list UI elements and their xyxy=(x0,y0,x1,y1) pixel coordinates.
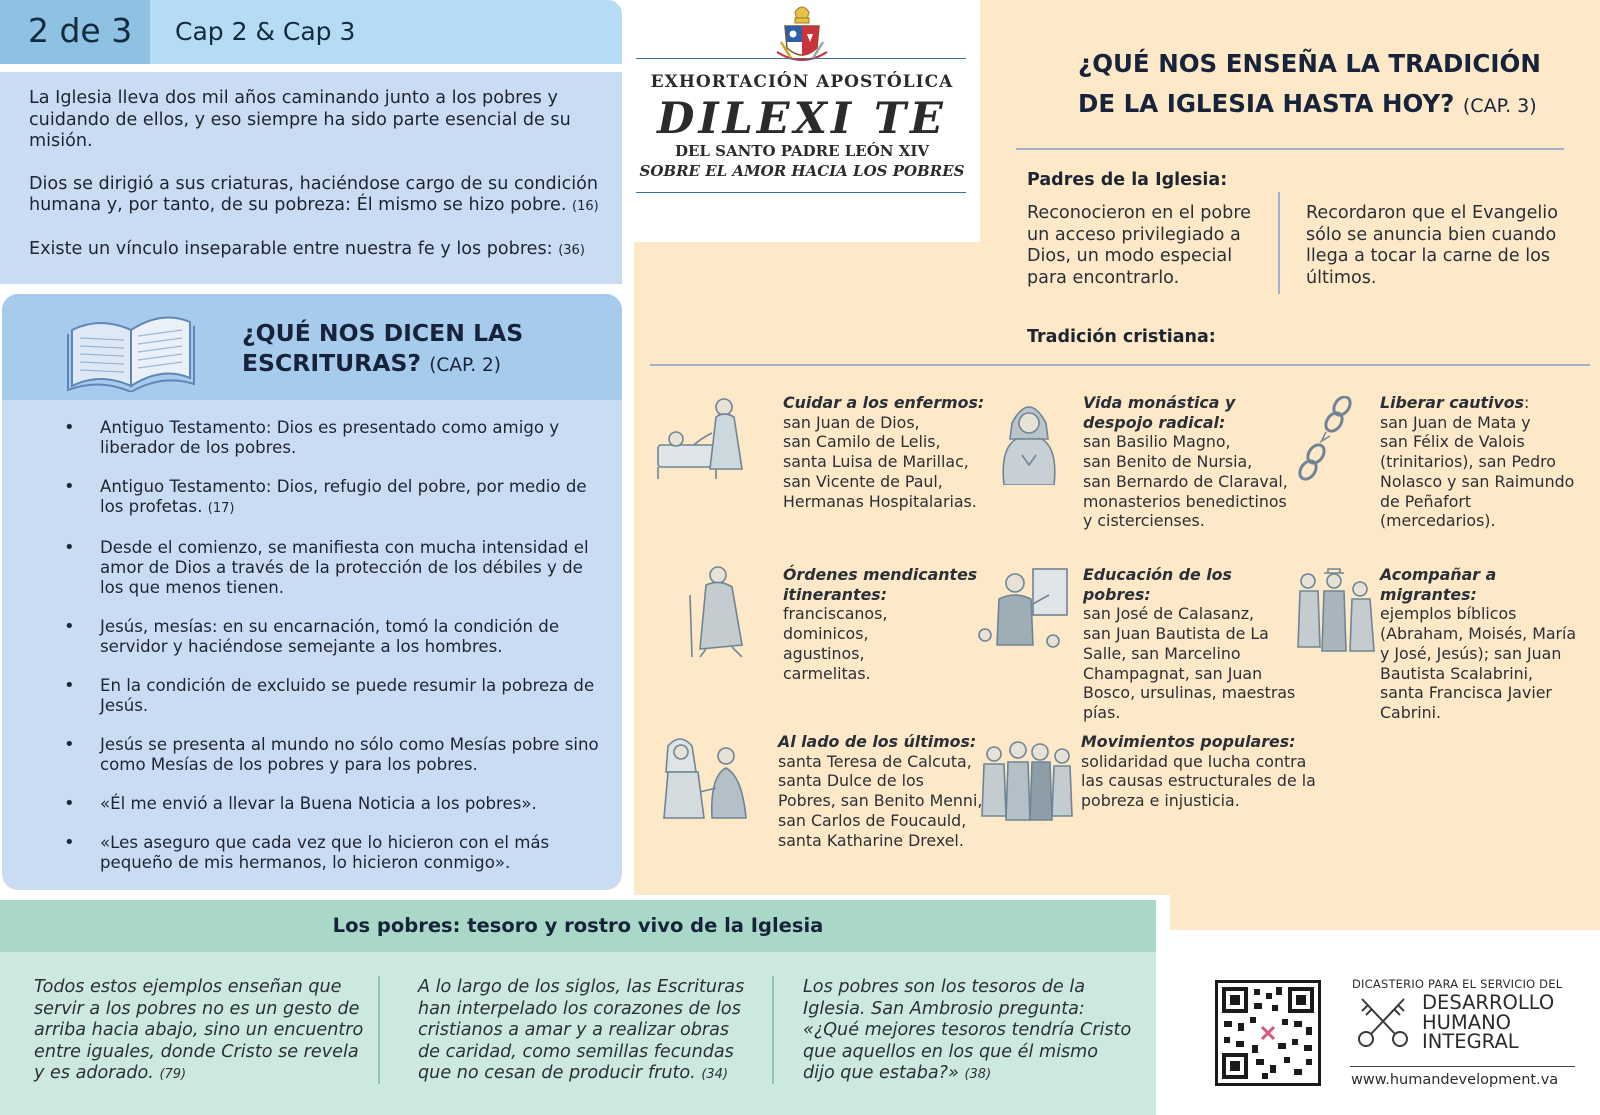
treasure-text-3: Los pobres son los tesoros de la Iglesia. San Ambrosio pregunta: «¿Qué mejores tesoros tendría Cristo que aquellos en los que él mismo dijo que estaba?» (38) xyxy=(803,977,1132,1083)
divider xyxy=(1350,1066,1575,1067)
qr-code-icon[interactable] xyxy=(1215,980,1321,1086)
list-item: • Jesús, mesías: en su encarnación, tomó la condición de servidor y haciéndose semejante a los hombres. xyxy=(64,617,604,657)
divider xyxy=(1016,148,1564,150)
broken-chain-illustration xyxy=(1290,396,1360,492)
example-migrants: Acompañar a migrantes: ejemplos bíblicos (Abraham, Moisés, María y José, Jesús); san Juan Bautista Scalabrini, santa Francisca Javier Cabrini. xyxy=(1380,565,1577,722)
scriptures-list xyxy=(64,418,604,890)
crossed-keys-icon xyxy=(1354,993,1412,1051)
friar-walking-illustration xyxy=(670,565,764,657)
document-title: DILEXI TE xyxy=(657,94,947,144)
chapter-ref: (CAP. 2) xyxy=(429,355,502,376)
website-link[interactable]: www.humandevelopment.va xyxy=(1351,1072,1559,1088)
scriptures-title: ¿QUÉ NOS DICEN LAS ESCRITURAS? (CAP. 2) xyxy=(242,319,524,377)
treasure-text-2: A lo largo de los siglos, las Escrituras han interpelado los corazones de los cristianos a amar y a realizar obras de caridad, como semillas fecundas que no cesan de producir fruto. (34) xyxy=(418,977,745,1083)
scriptures-panel xyxy=(2,294,622,890)
helping-poor-illustration xyxy=(660,732,754,824)
intro-paragraph-1: La Iglesia lleva dos mil años caminando junto a los pobres y cuidando de ellos, y eso siempre ha sido parte esencial de su misión. xyxy=(29,88,571,151)
monk-illustration xyxy=(982,393,1076,485)
list-item: • Antiguo Testamento: Dios, refugio del pobre, por medio de los profetas. (17) xyxy=(64,477,604,519)
document-author: DEL SANTO PADRE LEÓN XIV xyxy=(674,142,930,160)
treasure-text-1: Todos estos ejemplos enseñan que servir a los pobres no es un gesto de arriba hacia abajo, sino un encuentro entre iguales, donde Cristo se revela y es adorado. (79) xyxy=(34,977,364,1083)
document-subtitle: EXHORTACIÓN APOSTÓLICA xyxy=(650,72,954,92)
reference: (16) xyxy=(572,199,599,214)
example-education: Educación de los pobres: san José de Calasanz, san Juan Bautista de La Salle, san Marcelino Champagnat, san Juan Bosco, ursulinas, maestras pías. xyxy=(1083,565,1296,722)
intro-paragraph-3: Existe un vínculo inseparable entre nuestra fe y los pobres: (36) xyxy=(29,238,585,259)
list-item: • En la condición de excluido se puede resumir la pobreza de Jesús. xyxy=(64,676,604,716)
list-item: • Jesús se presenta al mundo no sólo como Mesías pobre sino como Mesías de los pobres y para los pobres. xyxy=(64,735,604,775)
tradition-title: ¿QUÉ NOS ENSEÑA LA TRADICIÓN DE LA IGLESIA HASTA HOY? (CAP. 3) xyxy=(1078,49,1541,118)
chapter-ref: (CAP. 3) xyxy=(1462,95,1537,117)
list-item: • «Él me envió a llevar la Buena Noticia a los pobres». xyxy=(64,794,604,814)
padres-text-left: Reconocieron en el pobre un acceso privilegiado a Dios, un modo especial para encontrarlo. xyxy=(1027,203,1251,288)
divider xyxy=(636,58,966,59)
treasure-title: Los pobres: tesoro y rostro vivo de la Iglesia xyxy=(332,914,824,937)
example-beside-the-last: Al lado de los últimos: santa Teresa de Calcuta, santa Dulce de los Pobres, san Benito Menni, san Carlos de Foucauld, santa Katharine Drexel. xyxy=(778,732,983,850)
teacher-illustration xyxy=(975,565,1069,657)
list-item: • «Les aseguro que cada vez que lo hicieron con el más pequeño de mis hermanos, lo hicieron conmigo». xyxy=(64,833,604,873)
example-captives: Liberar cautivos: san Juan de Mata y san Félix de Valois (trinitarios), san Pedro Nolasco y san Raimundo de Peñafort (mercedarios). xyxy=(1380,393,1575,531)
example-sick-care: Cuidar a los enfermos: san Juan de Dios, san Camilo de Lelis, santa Luisa de Marillac, san Vicente de Paul, Hermanas Hospitalarias. xyxy=(783,393,985,511)
list-item: • Desde el comienzo, se manifiesta con mucha intensidad el amor de Dios a través de la protección de los débiles y de los que menos tienen. xyxy=(64,538,604,598)
list-item: • Antiguo Testamento: Dios es presentado como amigo y liberador de los pobres. xyxy=(64,418,604,458)
christian-tradition-heading: Tradición cristiana: xyxy=(1027,327,1216,347)
people-group-illustration xyxy=(980,732,1074,824)
document-emblem xyxy=(634,0,970,210)
example-popular-movements: Movimientos populares: solidaridad que lucha contra las causas estructurales de la pobreza e injusticia. xyxy=(1081,732,1316,811)
divider xyxy=(378,976,380,1084)
divider xyxy=(650,364,1590,366)
intro-paragraph-2: Dios se dirigió a sus criaturas, haciéndose cargo de su condición humana y, por tanto, de su pobreza: Él mismo se hizo pobre. (16) xyxy=(29,173,599,215)
page-number: 2 de 3 xyxy=(0,0,150,64)
intro-panel xyxy=(0,72,622,284)
divider xyxy=(772,976,774,1084)
reference: (34) xyxy=(701,1067,729,1082)
padres-text-right: Recordaron que el Evangelio sólo se anuncia bien cuando llega a tocar la carne de los últimos. xyxy=(1306,203,1558,288)
padres-heading: Padres de la Iglesia: xyxy=(1027,170,1228,190)
open-book-icon xyxy=(64,308,198,392)
reference: (17) xyxy=(207,501,235,516)
divider xyxy=(636,192,966,193)
example-monastic: Vida monástica y despojo radical: san Basilio Magno, san Benito de Nursia, san Bernardo de Claraval, monasterios benedictinos y cistercienses. xyxy=(1083,393,1288,531)
migrants-illustration xyxy=(1290,565,1384,657)
dicastery-label: DICASTERIO PARA EL SERVICIO DEL xyxy=(1352,977,1563,991)
example-mendicant: Órdenes mendicantes itinerantes: franciscanos, dominicos, agustinos, carmelitas. xyxy=(783,565,978,683)
caring-sick-illustration xyxy=(656,393,750,485)
divider xyxy=(1278,192,1280,294)
document-topic: SOBRE EL AMOR HACIA LOS POBRES xyxy=(639,162,965,180)
reference: (38) xyxy=(964,1067,992,1082)
dicastery-name: DESARROLLO HUMANO INTEGRAL xyxy=(1422,991,1555,1053)
reference: (36) xyxy=(558,242,585,258)
chapters-label: Cap 2 & Cap 3 xyxy=(175,17,356,46)
reference: (79) xyxy=(159,1067,187,1082)
